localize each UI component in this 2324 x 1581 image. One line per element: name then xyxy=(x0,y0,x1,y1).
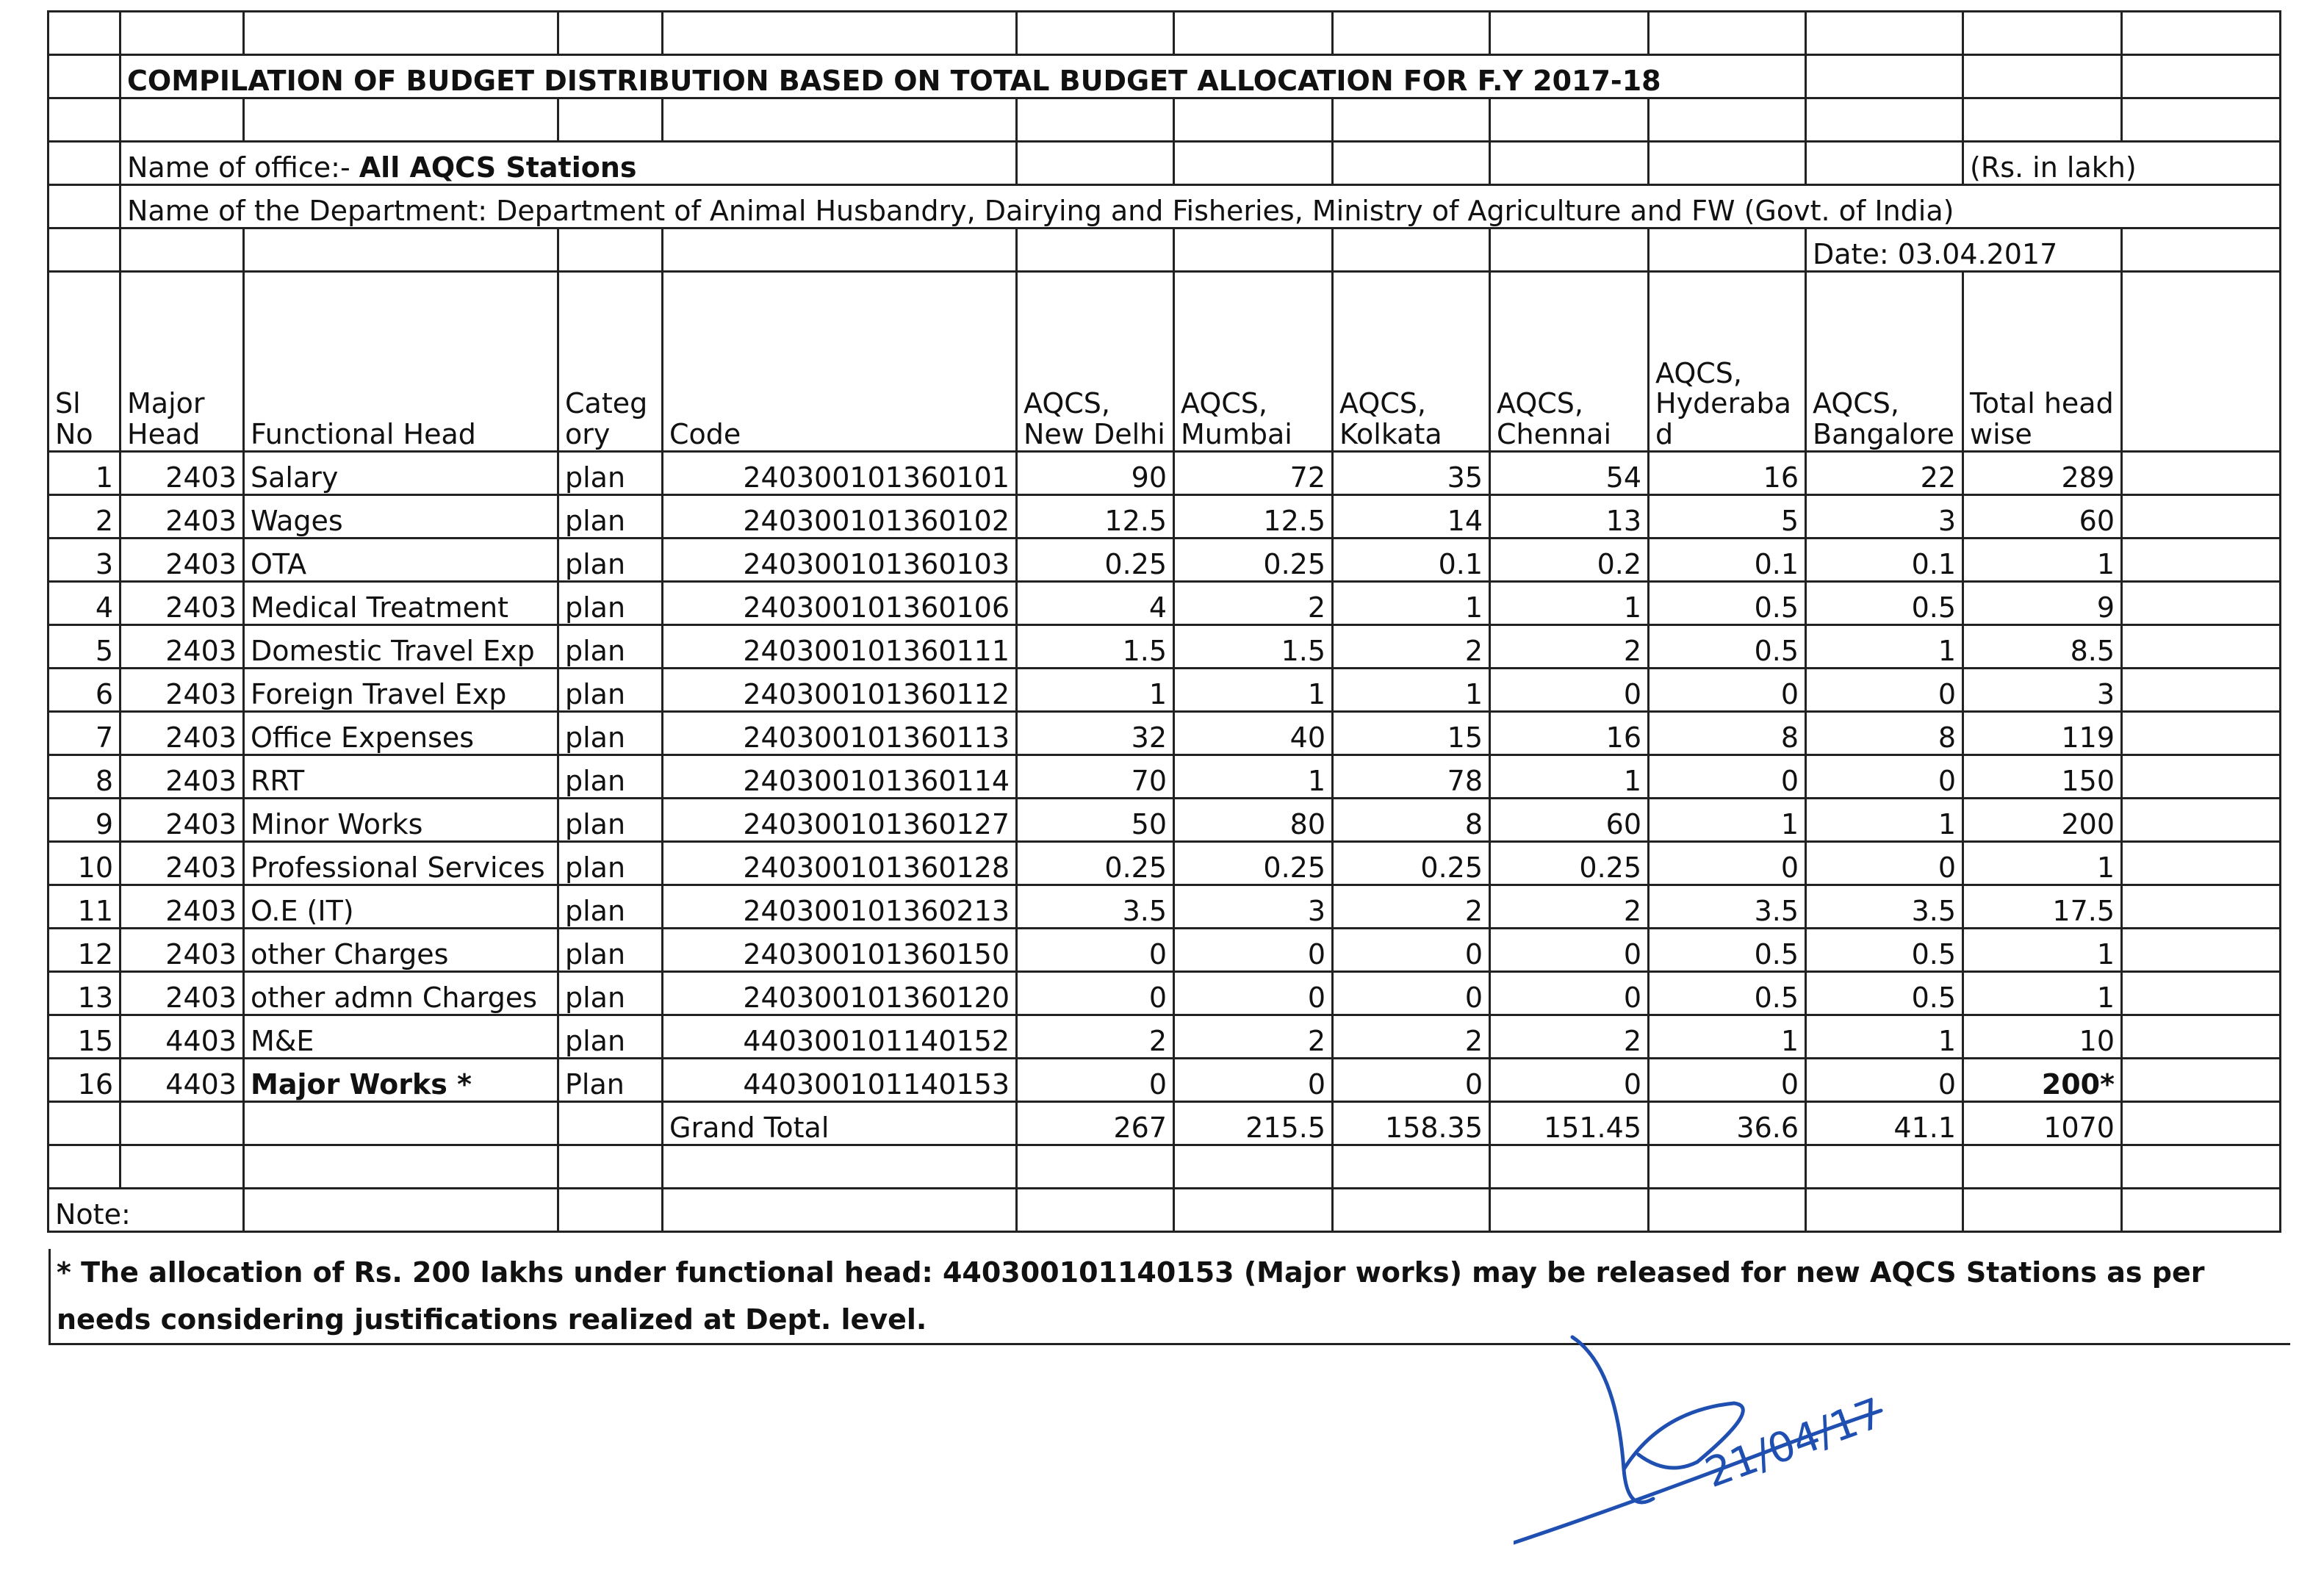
cell-sl-no: 4 xyxy=(48,582,120,625)
cell-chennai: 0.25 xyxy=(1490,842,1649,885)
blank-cell xyxy=(2122,1189,2281,1232)
cell-mumbai: 2 xyxy=(1174,582,1333,625)
table-row xyxy=(48,799,2281,842)
blank-cell xyxy=(1963,1189,2122,1232)
blank-cell xyxy=(244,1189,558,1232)
blank-cell xyxy=(1017,1189,1174,1232)
cell-sl-no: 9 xyxy=(48,799,120,842)
cell-hyderabad: 0 xyxy=(1649,755,1806,799)
column-header-category: Categ ory xyxy=(558,272,663,452)
cell-total-head-wise: 289 xyxy=(1963,452,2122,495)
cell-functional-head: Office Expenses xyxy=(244,712,558,755)
blank-cell xyxy=(2122,1102,2281,1145)
cell-new-delhi: 3.5 xyxy=(1017,885,1174,929)
cell-chennai: 2 xyxy=(1490,625,1649,669)
cell-mumbai: 1 xyxy=(1174,755,1333,799)
cell-new-delhi: 32 xyxy=(1017,712,1174,755)
cell-total-head-wise: 8.5 xyxy=(1963,625,2122,669)
department-name: Name of the Department: Department of Animal Husbandry, Dairying and Fisheries, Ministry of Agriculture and FW (Govt. of India) xyxy=(120,185,2281,228)
cell-bangalore: 22 xyxy=(1806,452,1963,495)
cell-new-delhi: 0 xyxy=(1017,972,1174,1015)
blank-cell xyxy=(2122,272,2281,452)
cell-sl-no: 7 xyxy=(48,712,120,755)
blank-cell xyxy=(1806,1189,1963,1232)
blank-cell xyxy=(663,1145,1017,1189)
cell-total-head-wise: 9 xyxy=(1963,582,2122,625)
cell-mumbai: 80 xyxy=(1174,799,1333,842)
cell-total-head-wise: 200* xyxy=(1963,1059,2122,1102)
cell-major-head: 2403 xyxy=(120,755,244,799)
cell-major-head: 2403 xyxy=(120,495,244,539)
cell-code: 240300101360106 xyxy=(663,582,1017,625)
table-row xyxy=(48,712,2281,755)
cell-mumbai: 3 xyxy=(1174,885,1333,929)
cell-hyderabad: 0.5 xyxy=(1649,929,1806,972)
cell-hyderabad: 0.5 xyxy=(1649,625,1806,669)
cell-chennai: 0 xyxy=(1490,1059,1649,1102)
unit-label: (Rs. in lakh) xyxy=(1963,142,2281,185)
signature xyxy=(1514,1322,1910,1557)
grand-total-new-delhi: 267 xyxy=(1017,1102,1174,1145)
cell-bangalore: 0 xyxy=(1806,669,1963,712)
cell-category: plan xyxy=(558,1015,663,1059)
cell-major-head: 2403 xyxy=(120,669,244,712)
blank-cell xyxy=(2122,972,2281,1015)
cell-new-delhi: 0.25 xyxy=(1017,842,1174,885)
cell-category: plan xyxy=(558,842,663,885)
grand-total-row xyxy=(48,1102,2281,1145)
cell-category: plan xyxy=(558,539,663,582)
column-header-chennai: AQCS, Chennai xyxy=(1490,272,1649,452)
cell-category: plan xyxy=(558,755,663,799)
blank-cell xyxy=(2122,799,2281,842)
cell-functional-head: O.E (IT) xyxy=(244,885,558,929)
blank-cell xyxy=(2122,625,2281,669)
cell-functional-head: Medical Treatment xyxy=(244,582,558,625)
table-row xyxy=(48,755,2281,799)
cell-bangalore: 0 xyxy=(1806,755,1963,799)
table-row xyxy=(48,929,2281,972)
cell-functional-head: other Charges xyxy=(244,929,558,972)
cell-category: plan xyxy=(558,669,663,712)
cell-kolkata: 8 xyxy=(1333,799,1490,842)
cell-major-head: 2403 xyxy=(120,452,244,495)
blank-cell xyxy=(2122,755,2281,799)
cell-bangalore: 0 xyxy=(1806,1059,1963,1102)
table-row xyxy=(48,1059,2281,1102)
cell-kolkata: 14 xyxy=(1333,495,1490,539)
cell-chennai: 0.2 xyxy=(1490,539,1649,582)
cell-kolkata: 0 xyxy=(1333,929,1490,972)
column-header-row xyxy=(48,272,2281,452)
cell-total-head-wise: 17.5 xyxy=(1963,885,2122,929)
cell-hyderabad: 0.5 xyxy=(1649,582,1806,625)
cell-total-head-wise: 119 xyxy=(1963,712,2122,755)
cell-total-head-wise: 150 xyxy=(1963,755,2122,799)
table-row xyxy=(48,495,2281,539)
cell-total-head-wise: 1 xyxy=(1963,842,2122,885)
blank-cell xyxy=(558,1189,663,1232)
blank-cell xyxy=(2122,929,2281,972)
blank-cell xyxy=(2122,1059,2281,1102)
cell-mumbai: 0 xyxy=(1174,1059,1333,1102)
cell-code: 240300101360127 xyxy=(663,799,1017,842)
blank-cell xyxy=(1017,1145,1174,1189)
office-value: All AQCS Stations xyxy=(359,151,637,184)
cell-functional-head: Minor Works xyxy=(244,799,558,842)
table-row xyxy=(48,582,2281,625)
cell-chennai: 16 xyxy=(1490,712,1649,755)
cell-new-delhi: 70 xyxy=(1017,755,1174,799)
cell-category: plan xyxy=(558,625,663,669)
office-cell xyxy=(120,142,1017,185)
blank-cell xyxy=(1333,1145,1490,1189)
cell-kolkata: 35 xyxy=(1333,452,1490,495)
table-row xyxy=(48,669,2281,712)
cell-category: plan xyxy=(558,929,663,972)
column-header-code: Code xyxy=(663,272,1017,452)
note-row xyxy=(48,1189,2281,1232)
cell-code: 240300101360103 xyxy=(663,539,1017,582)
cell-chennai: 2 xyxy=(1490,885,1649,929)
cell-sl-no: 1 xyxy=(48,452,120,495)
cell-functional-head: Salary xyxy=(244,452,558,495)
cell-bangalore: 3.5 xyxy=(1806,885,1963,929)
cell-code: 240300101360150 xyxy=(663,929,1017,972)
cell-kolkata: 0.25 xyxy=(1333,842,1490,885)
cell-sl-no: 12 xyxy=(48,929,120,972)
cell-bangalore: 0.5 xyxy=(1806,972,1963,1015)
cell-bangalore: 8 xyxy=(1806,712,1963,755)
grand-total-kolkata: 158.35 xyxy=(1333,1102,1490,1145)
grand-total-hyderabad: 36.6 xyxy=(1649,1102,1806,1145)
footnote: * The allocation of Rs. 200 lakhs under functional head: 440300101140153 (Major works) may be released for new AQCS Stations as per needs considering justifications realized at Dept. level. xyxy=(48,1249,2290,1345)
cell-bangalore: 1 xyxy=(1806,625,1963,669)
blank-cell xyxy=(2122,582,2281,625)
cell-new-delhi: 90 xyxy=(1017,452,1174,495)
cell-hyderabad: 8 xyxy=(1649,712,1806,755)
cell-chennai: 54 xyxy=(1490,452,1649,495)
column-header-kolkata: AQCS, Kolkata xyxy=(1333,272,1490,452)
cell-mumbai: 0 xyxy=(1174,972,1333,1015)
cell-code: 240300101360128 xyxy=(663,842,1017,885)
cell-new-delhi: 1 xyxy=(1017,669,1174,712)
cell-new-delhi: 2 xyxy=(1017,1015,1174,1059)
blank-row xyxy=(48,1145,2281,1189)
cell-major-head: 2403 xyxy=(120,539,244,582)
cell-code: 440300101140152 xyxy=(663,1015,1017,1059)
table-row xyxy=(48,625,2281,669)
blank-cell xyxy=(244,1145,558,1189)
note-label: Note: xyxy=(48,1189,244,1232)
cell-kolkata: 0 xyxy=(1333,1059,1490,1102)
cell-mumbai: 0.25 xyxy=(1174,842,1333,885)
column-header-major-head: Major Head xyxy=(120,272,244,452)
cell-kolkata: 0.1 xyxy=(1333,539,1490,582)
blank-cell xyxy=(2122,539,2281,582)
cell-chennai: 13 xyxy=(1490,495,1649,539)
office-label: Name of office:- xyxy=(127,151,350,184)
blank-cell xyxy=(1333,1189,1490,1232)
cell-functional-head: Wages xyxy=(244,495,558,539)
cell-mumbai: 12.5 xyxy=(1174,495,1333,539)
table-row xyxy=(48,1015,2281,1059)
cell-chennai: 0 xyxy=(1490,929,1649,972)
blank-cell xyxy=(1174,1145,1333,1189)
cell-functional-head: Professional Services xyxy=(244,842,558,885)
column-header-sl-no: Sl No xyxy=(48,272,120,452)
grand-total-mumbai: 215.5 xyxy=(1174,1102,1333,1145)
cell-kolkata: 15 xyxy=(1333,712,1490,755)
blank-cell xyxy=(1174,1189,1333,1232)
cell-category: plan xyxy=(558,799,663,842)
cell-kolkata: 1 xyxy=(1333,669,1490,712)
blank-cell xyxy=(2122,495,2281,539)
blank-cell xyxy=(2122,669,2281,712)
cell-bangalore: 1 xyxy=(1806,1015,1963,1059)
cell-total-head-wise: 1 xyxy=(1963,972,2122,1015)
cell-kolkata: 2 xyxy=(1333,1015,1490,1059)
cell-sl-no: 10 xyxy=(48,842,120,885)
cell-code: 240300101360114 xyxy=(663,755,1017,799)
cell-new-delhi: 0 xyxy=(1017,929,1174,972)
grand-total-chennai: 151.45 xyxy=(1490,1102,1649,1145)
cell-bangalore: 0 xyxy=(1806,842,1963,885)
blank-cell xyxy=(663,1189,1017,1232)
cell-kolkata: 1 xyxy=(1333,582,1490,625)
blank-row xyxy=(48,98,2281,142)
cell-sl-no: 16 xyxy=(48,1059,120,1102)
cell-bangalore: 0.5 xyxy=(1806,929,1963,972)
cell-functional-head: M&E xyxy=(244,1015,558,1059)
cell-new-delhi: 0.25 xyxy=(1017,539,1174,582)
cell-category: Plan xyxy=(558,1059,663,1102)
cell-major-head: 2403 xyxy=(120,799,244,842)
cell-mumbai: 0 xyxy=(1174,929,1333,972)
cell-new-delhi: 0 xyxy=(1017,1059,1174,1102)
column-header-hyderabad: AQCS, Hyderaba d xyxy=(1649,272,1806,452)
column-header-total-head-wise: Total head wise xyxy=(1963,272,2122,452)
cell-code: 240300101360102 xyxy=(663,495,1017,539)
blank-cell xyxy=(48,1102,120,1145)
cell-major-head: 2403 xyxy=(120,929,244,972)
cell-code: 240300101360101 xyxy=(663,452,1017,495)
cell-bangalore: 3 xyxy=(1806,495,1963,539)
cell-new-delhi: 12.5 xyxy=(1017,495,1174,539)
blank-cell xyxy=(120,1102,244,1145)
date-row xyxy=(48,228,2281,272)
cell-total-head-wise: 200 xyxy=(1963,799,2122,842)
cell-hyderabad: 0 xyxy=(1649,1059,1806,1102)
cell-major-head: 2403 xyxy=(120,625,244,669)
cell-chennai: 2 xyxy=(1490,1015,1649,1059)
grand-total-label: Grand Total xyxy=(663,1102,1017,1145)
cell-major-head: 2403 xyxy=(120,972,244,1015)
cell-hyderabad: 5 xyxy=(1649,495,1806,539)
title-row xyxy=(48,55,2281,98)
cell-functional-head: OTA xyxy=(244,539,558,582)
cell-kolkata: 2 xyxy=(1333,885,1490,929)
cell-category: plan xyxy=(558,712,663,755)
table-row xyxy=(48,452,2281,495)
office-row xyxy=(48,142,2281,185)
cell-mumbai: 1.5 xyxy=(1174,625,1333,669)
column-header-bangalore: AQCS, Bangalore xyxy=(1806,272,1963,452)
cell-functional-head: RRT xyxy=(244,755,558,799)
department-row xyxy=(48,185,2281,228)
blank-cell xyxy=(120,1145,244,1189)
cell-hyderabad: 16 xyxy=(1649,452,1806,495)
grand-total-total-head-wise: 1070 xyxy=(1963,1102,2122,1145)
cell-major-head: 2403 xyxy=(120,582,244,625)
blank-cell xyxy=(2122,452,2281,495)
blank-cell xyxy=(48,1145,120,1189)
cell-new-delhi: 4 xyxy=(1017,582,1174,625)
cell-bangalore: 0.5 xyxy=(1806,582,1963,625)
cell-code: 240300101360213 xyxy=(663,885,1017,929)
cell-code: 240300101360111 xyxy=(663,625,1017,669)
table-row xyxy=(48,885,2281,929)
column-header-functional-head: Functional Head xyxy=(244,272,558,452)
cell-category: plan xyxy=(558,885,663,929)
cell-chennai: 1 xyxy=(1490,582,1649,625)
cell-mumbai: 40 xyxy=(1174,712,1333,755)
cell-hyderabad: 0.5 xyxy=(1649,972,1806,1015)
cell-total-head-wise: 60 xyxy=(1963,495,2122,539)
cell-mumbai: 72 xyxy=(1174,452,1333,495)
cell-functional-head: other admn Charges xyxy=(244,972,558,1015)
cell-mumbai: 1 xyxy=(1174,669,1333,712)
cell-category: plan xyxy=(558,972,663,1015)
blank-cell xyxy=(244,1102,558,1145)
cell-sl-no: 6 xyxy=(48,669,120,712)
cell-chennai: 1 xyxy=(1490,755,1649,799)
cell-code: 240300101360113 xyxy=(663,712,1017,755)
cell-functional-head: Major Works * xyxy=(244,1059,558,1102)
signature-stroke xyxy=(1572,1337,1653,1502)
blank-cell xyxy=(1490,1145,1649,1189)
blank-cell xyxy=(1649,1145,1806,1189)
cell-major-head: 2403 xyxy=(120,712,244,755)
cell-chennai: 60 xyxy=(1490,799,1649,842)
cell-sl-no: 2 xyxy=(48,495,120,539)
cell-sl-no: 5 xyxy=(48,625,120,669)
cell-hyderabad: 1 xyxy=(1649,799,1806,842)
cell-sl-no: 11 xyxy=(48,885,120,929)
cell-functional-head: Foreign Travel Exp xyxy=(244,669,558,712)
column-header-new-delhi: AQCS, New Delhi xyxy=(1017,272,1174,452)
blank-cell xyxy=(558,1145,663,1189)
table-row xyxy=(48,539,2281,582)
cell-kolkata: 78 xyxy=(1333,755,1490,799)
blank-cell xyxy=(2122,885,2281,929)
blank-row xyxy=(48,12,2281,55)
budget-table xyxy=(47,10,2281,1233)
cell-mumbai: 0.25 xyxy=(1174,539,1333,582)
cell-sl-no: 3 xyxy=(48,539,120,582)
cell-category: plan xyxy=(558,582,663,625)
cell-total-head-wise: 3 xyxy=(1963,669,2122,712)
cell-hyderabad: 0.1 xyxy=(1649,539,1806,582)
cell-category: plan xyxy=(558,495,663,539)
cell-chennai: 0 xyxy=(1490,669,1649,712)
blank-cell xyxy=(1649,1189,1806,1232)
cell-total-head-wise: 10 xyxy=(1963,1015,2122,1059)
cell-major-head: 4403 xyxy=(120,1015,244,1059)
blank-cell xyxy=(1963,1145,2122,1189)
table-row xyxy=(48,842,2281,885)
blank-cell xyxy=(1490,1189,1649,1232)
blank-cell xyxy=(2122,1145,2281,1189)
cell-code: 240300101360120 xyxy=(663,972,1017,1015)
signature-date: 21/04/17 xyxy=(1699,1389,1890,1498)
blank-cell xyxy=(558,1102,663,1145)
grand-total-bangalore: 41.1 xyxy=(1806,1102,1963,1145)
cell-hyderabad: 0 xyxy=(1649,669,1806,712)
cell-new-delhi: 1.5 xyxy=(1017,625,1174,669)
cell-new-delhi: 50 xyxy=(1017,799,1174,842)
cell-major-head: 4403 xyxy=(120,1059,244,1102)
cell-sl-no: 13 xyxy=(48,972,120,1015)
cell-sl-no: 8 xyxy=(48,755,120,799)
cell-hyderabad: 1 xyxy=(1649,1015,1806,1059)
cell-total-head-wise: 1 xyxy=(1963,929,2122,972)
column-header-mumbai: AQCS, Mumbai xyxy=(1174,272,1333,452)
cell-major-head: 2403 xyxy=(120,885,244,929)
cell-functional-head: Domestic Travel Exp xyxy=(244,625,558,669)
cell-kolkata: 0 xyxy=(1333,972,1490,1015)
cell-code: 240300101360112 xyxy=(663,669,1017,712)
cell-sl-no: 15 xyxy=(48,1015,120,1059)
blank-cell xyxy=(2122,842,2281,885)
cell-bangalore: 0.1 xyxy=(1806,539,1963,582)
cell-hyderabad: 0 xyxy=(1649,842,1806,885)
cell-mumbai: 2 xyxy=(1174,1015,1333,1059)
cell-kolkata: 2 xyxy=(1333,625,1490,669)
blank-cell xyxy=(1806,1145,1963,1189)
blank-cell xyxy=(2122,712,2281,755)
table-row xyxy=(48,972,2281,1015)
cell-category: plan xyxy=(558,452,663,495)
cell-code: 440300101140153 xyxy=(663,1059,1017,1102)
blank-cell xyxy=(2122,1015,2281,1059)
cell-total-head-wise: 1 xyxy=(1963,539,2122,582)
cell-hyderabad: 3.5 xyxy=(1649,885,1806,929)
document-title: COMPILATION OF BUDGET DISTRIBUTION BASED ON TOTAL BUDGET ALLOCATION FOR F.Y 2017-18 xyxy=(120,55,1806,98)
cell-bangalore: 1 xyxy=(1806,799,1963,842)
document-date: Date: 03.04.2017 xyxy=(1806,228,2122,272)
cell-chennai: 0 xyxy=(1490,972,1649,1015)
cell-major-head: 2403 xyxy=(120,842,244,885)
